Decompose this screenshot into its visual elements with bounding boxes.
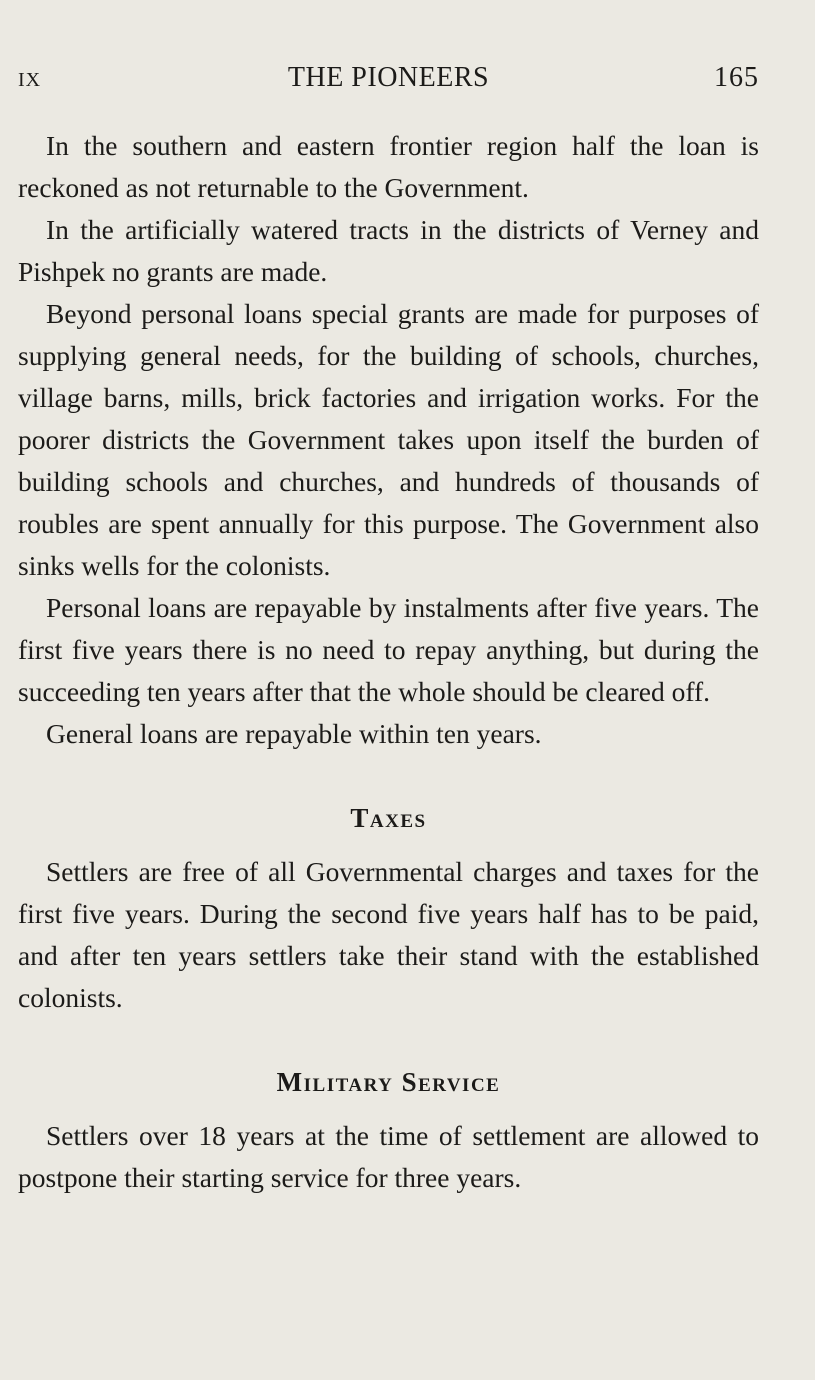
running-title: THE PIONEERS xyxy=(287,62,490,93)
paragraph-special-grants: Beyond personal loans special grants are made for purposes of supplying general needs, for the building of schools, churches, village barns, mills, brick factories and irrigation works. For the poorer districts the Government takes upon itself the burden of building schools and churches, and hundreds of thousands of roubles are spent annually for this purpose. The Government also sinks wells for the colonists. xyxy=(18,298,759,581)
paragraph-watered-tracts: In the artificially watered tracts in the districts of Verney and Pishpek no grants are made. xyxy=(18,214,759,287)
section-heading-military-service: Military Service xyxy=(276,1067,501,1097)
paragraph-military-service: Settlers over 18 years at the time of settlement are allowed to postpone their starting service for three years. xyxy=(18,1120,759,1193)
chapter-number: ix xyxy=(18,62,42,93)
page-body xyxy=(18,125,759,1199)
running-head xyxy=(18,58,759,98)
page-number: 165 xyxy=(714,62,759,93)
paragraph-general-loans: General loans are repayable within ten years. xyxy=(46,718,542,749)
book-page xyxy=(18,0,759,1380)
paragraph-personal-loans: Personal loans are repayable by instalments after five years. The first five years there is no need to repay anything, but during the succeeding ten years after that the whole should be cleared off. xyxy=(18,592,759,707)
paragraph-frontier-loans: In the southern and eastern frontier region half the loan is reckoned as not returnable to the Government. xyxy=(18,130,759,203)
section-heading-taxes: Taxes xyxy=(350,803,427,833)
paragraph-taxes: Settlers are free of all Governmental charges and taxes for the first five years. During the second five years half has to be paid, and after ten years settlers take their stand with the established colonists. xyxy=(18,856,759,1013)
